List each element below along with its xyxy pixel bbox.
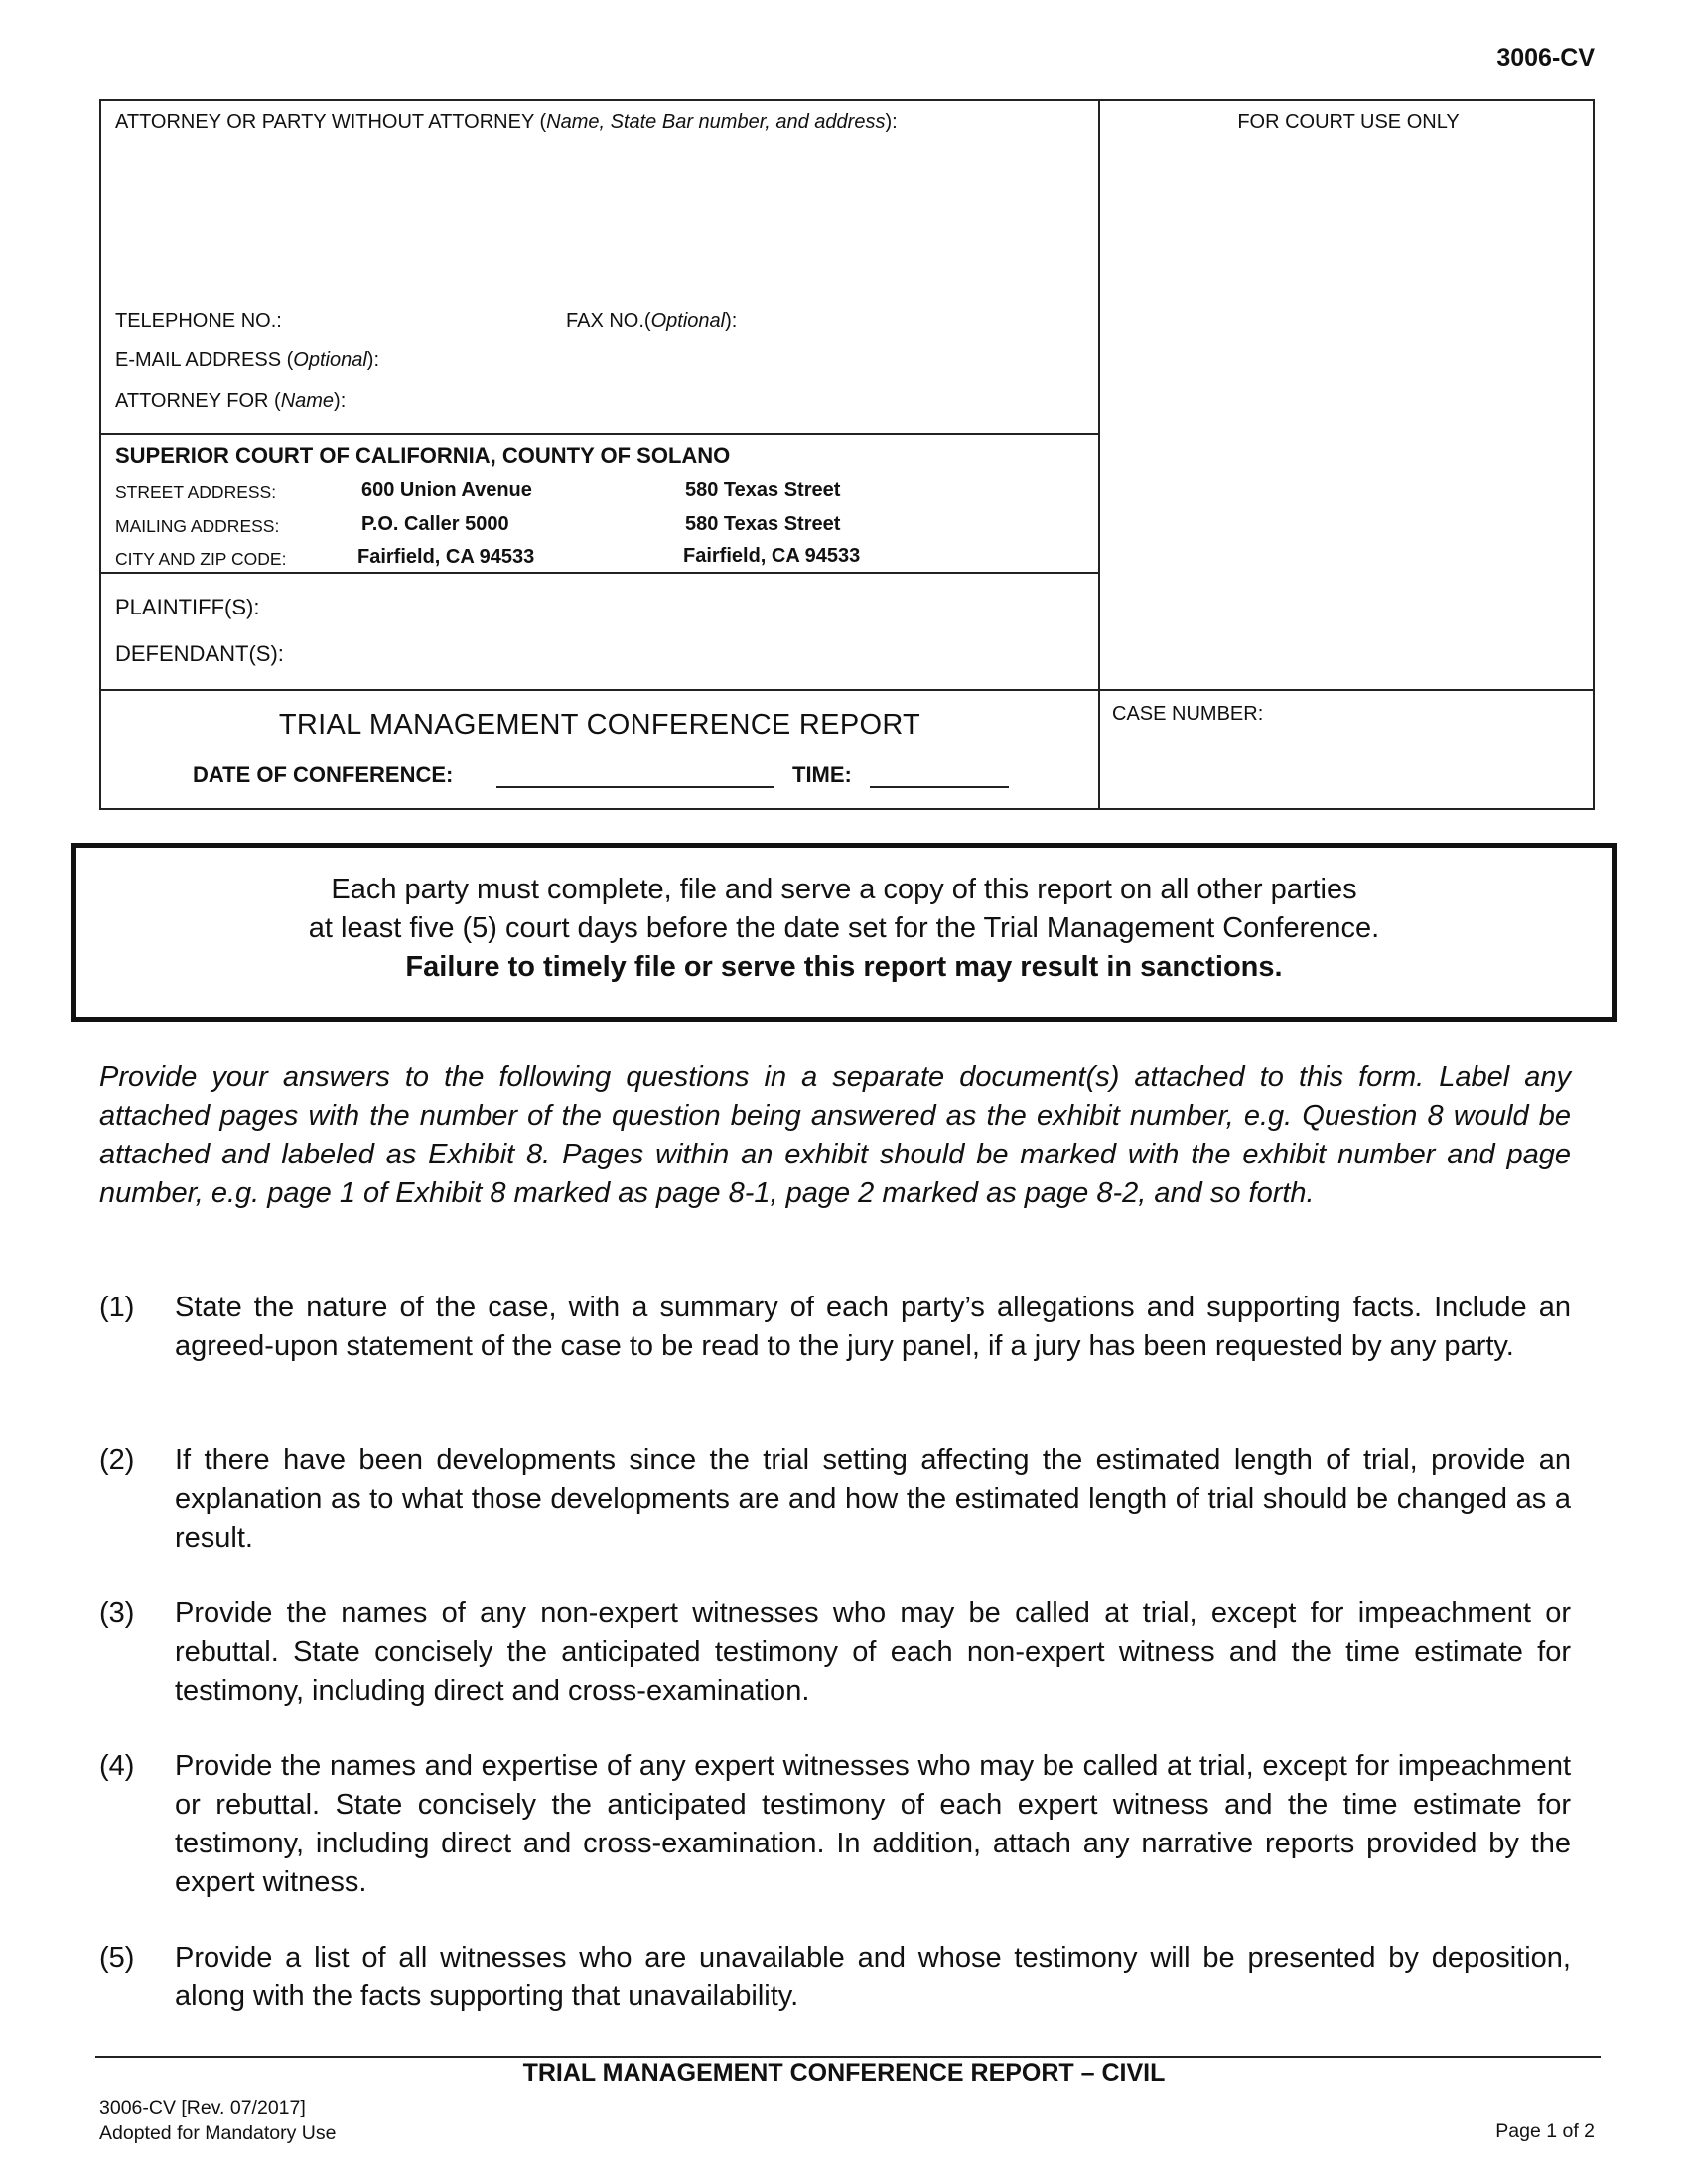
footer-revision xyxy=(99,2095,336,2146)
sanctions-notice xyxy=(71,843,1617,1022)
city-zip-2: Fairfield, CA 94533 xyxy=(683,545,861,567)
question-text: Provide a list of all witnesses who are unavailable and whose testimony will be presented by deposition, along with the facts supporting that unavailability. xyxy=(175,1942,1571,2012)
footer-rule xyxy=(95,2056,1601,2058)
court-name: SUPERIOR COURT OF CALIFORNIA, COUNTY OF SOLANO xyxy=(115,443,731,468)
caption-box xyxy=(99,99,1595,810)
column-divider xyxy=(1098,101,1100,810)
divider-court xyxy=(101,572,1098,574)
date-of-conference-field[interactable] xyxy=(496,786,774,788)
telephone-label: TELEPHONE NO.: xyxy=(115,310,282,332)
question-3 xyxy=(99,1594,1571,1710)
plaintiff-label: PLAINTIFF(S): xyxy=(115,595,260,619)
notice-line-3: Failure to timely file or serve this report may result in sanctions. xyxy=(405,951,1283,983)
court-use-label: FOR COURT USE ONLY xyxy=(1237,111,1460,133)
question-5 xyxy=(99,1939,1571,2016)
divider-title xyxy=(101,689,1595,691)
question-text: Provide the names and expertise of any expert witnesses who may be called at trial, except for impeachment or rebuttal. State concisely the anticipated testimony of each expert witness and the time estimate for testimony, including direct and cross-examination. In addition, attach any narrative reports provided by the expert witness. xyxy=(175,1750,1571,1898)
mailing-address-2: 580 Texas Street xyxy=(685,513,841,535)
question-4 xyxy=(99,1747,1571,1902)
question-number: (4) xyxy=(99,1750,135,1782)
street-address-2: 580 Texas Street xyxy=(685,479,841,501)
question-text: Provide the names of any non-expert witnesses who may be called at trial, except for impeachment or rebuttal. State concisely the anticipated testimony of each non-expert witness and the time estimate for testimony, including direct and cross-examination. xyxy=(175,1597,1571,1706)
question-2 xyxy=(99,1441,1571,1558)
question-1 xyxy=(99,1289,1571,1366)
date-of-conference-label: DATE OF CONFERENCE: xyxy=(193,762,454,787)
notice-line-2: at least five (5) court days before the date set for the Trial Management Conference. xyxy=(308,912,1380,944)
time-field[interactable] xyxy=(870,786,1009,788)
case-number-label: CASE NUMBER: xyxy=(1112,703,1264,725)
mailing-address-label: MAILING ADDRESS: xyxy=(115,516,280,536)
report-title: TRIAL MANAGEMENT CONFERENCE REPORT xyxy=(278,709,921,741)
question-number: (2) xyxy=(99,1444,135,1476)
attorney-label: ATTORNEY OR PARTY WITHOUT ATTORNEY (Name, State Bar number, and address): xyxy=(115,111,898,133)
page-number: Page 1 of 2 xyxy=(1495,2120,1595,2142)
mailing-address-1: P.O. Caller 5000 xyxy=(361,513,509,535)
attorney-for-label: ATTORNEY FOR (Name): xyxy=(115,390,347,412)
fax-label: FAX NO.(Optional): xyxy=(566,310,738,332)
notice-line-1: Each party must complete, file and serve a copy of this report on all other parties xyxy=(331,874,1357,905)
form-code: 3006-CV xyxy=(1496,44,1595,71)
city-zip-label: CITY AND ZIP CODE: xyxy=(115,549,287,569)
time-label: TIME: xyxy=(792,762,852,787)
defendant-label: DEFENDANT(S): xyxy=(115,641,284,666)
revision-text: 3006-CV [Rev. 07/2017] xyxy=(99,2097,306,2118)
question-text: State the nature of the case, with a summary of each party’s allegations and supporting facts. Include an agreed-upon statement of the case to be read to the jury panel, if a jury has been requested by any party. xyxy=(175,1292,1571,1362)
question-number: (5) xyxy=(99,1942,135,1974)
street-address-label: STREET ADDRESS: xyxy=(115,482,277,502)
question-number: (3) xyxy=(99,1597,135,1629)
email-label: E-MAIL ADDRESS (Optional): xyxy=(115,349,380,371)
divider-attorney xyxy=(101,433,1098,435)
street-address-1: 600 Union Avenue xyxy=(361,479,532,501)
adopted-text: Adopted for Mandatory Use xyxy=(99,2122,337,2144)
question-number: (1) xyxy=(99,1292,135,1323)
instructions-paragraph: Provide your answers to the following questions in a separate document(s) attached to this form. Label any attached pages with the number of the question being answered as the exhibit number, e.g. Question 8 would be attached and labeled as Exhibit 8. Pages within an exhibit should be marked with the exhibit number and page number, e.g. page 1 of Exhibit 8 marked as page 8-1, page 2 marked as page 8-2, and so forth. xyxy=(99,1061,1571,1209)
city-zip-1: Fairfield, CA 94533 xyxy=(357,546,535,568)
question-text: If there have been developments since the trial setting affecting the estimated length of trial, provide an explanation as to what those developments are and how the estimated length of trial should be changed as a result. xyxy=(175,1444,1571,1554)
footer-title: TRIAL MANAGEMENT CONFERENCE REPORT – CIVIL xyxy=(522,2059,1166,2087)
